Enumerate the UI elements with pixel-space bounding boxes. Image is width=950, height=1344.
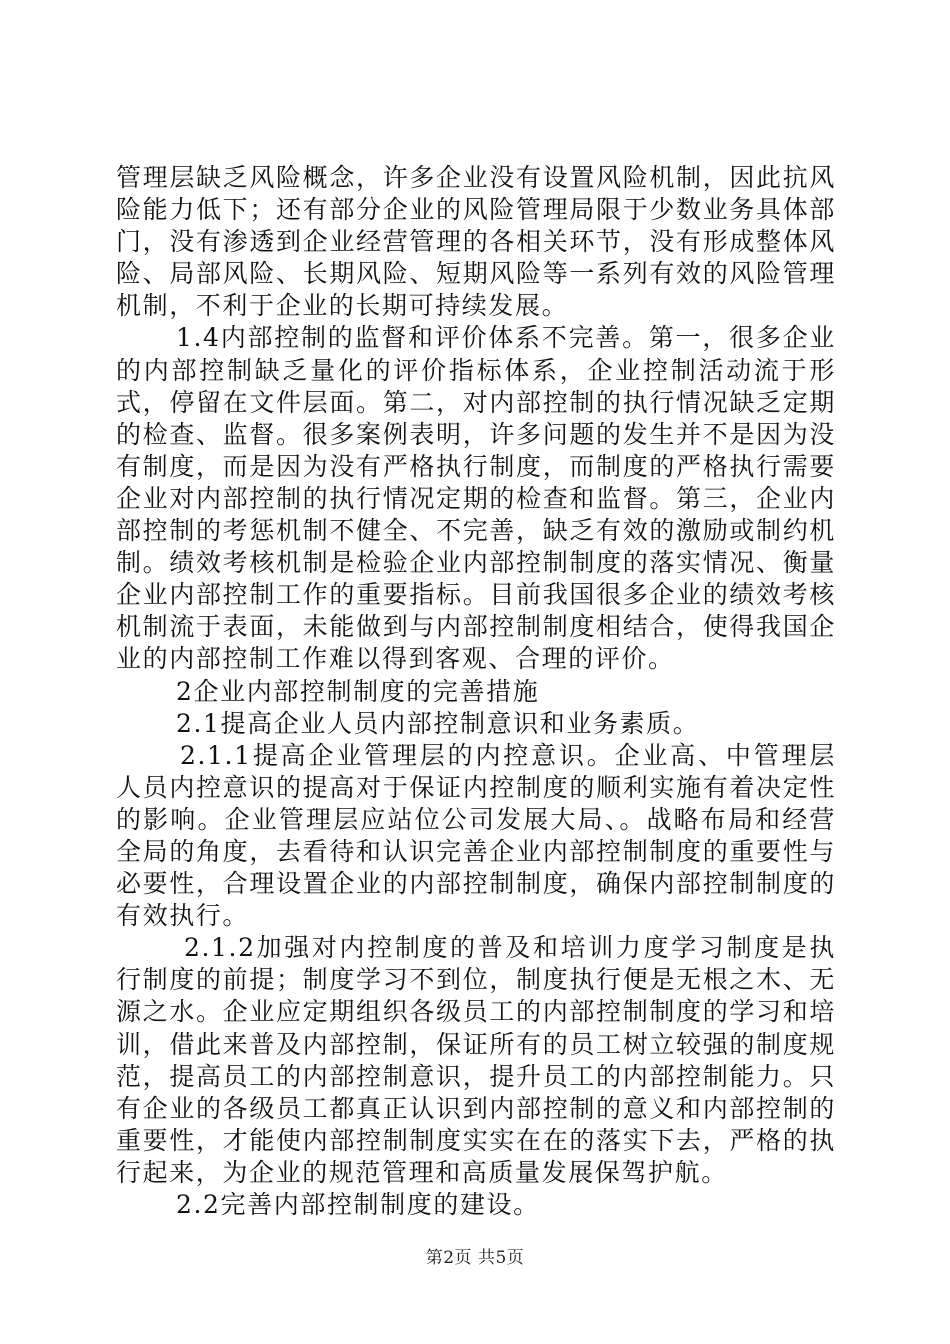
paragraph-2-1-2-training: 2.1.2加强对内控制度的普及和培训力度学习制度是执行制度的前提；制度学习不到位，制度执行便是无根之木、无源之水。企业应定期组织各级员工的内部控制制度的学习和培训，借此来普及内部控制，保证所有的员工树立较强的制度规范，提高员工的内部控制意识，提升员工的内部控制能力。只有企业的各级员工都真正认识到内部控制的意义和内部控制的重要性，才能使内部控制制度实实在在的落实下去，严格的执行起来，为企业的规范管理和高质量发展保驾护航。 — [116, 933, 836, 1187]
paragraph-risk-management: 管理层缺乏风险概念，许多企业没有设置风险机制，因此抗风险能力低下；还有部分企业的风险管理局限于少数业务具体部门，没有渗透到企业经营管理的各相关环节，没有形成整体风险、局部风险、长期风险、短期风险等一系列有效的风险管理机制，不利于企业的长期可持续发展。 — [116, 163, 836, 321]
paragraph-1-4-supervision: 1.4内部控制的监督和评价体系不完善。第一，很多企业的内部控制缺乏量化的评价指标体系，企业控制活动流于形式，停留在文件层面。第二，对内部控制的执行情况缺乏定期的检查、监督。很多案例表明，许多问题的发生并不是因为没有制度，而是因为没有严格执行制度，而制度的严格执行需要企业对内部控制的执行情况定期的检查和监督。第三，企业内部控制的考惩机制不健全、不完善，缺乏有效的激励或制约机制。绩效考核机制是检验企业内部控制制度的落实情况、衡量企业内部控制工作的重要指标。目前我国很多企业的绩效考核机制流于表面，未能做到与内部控制制度相结合，使得我国企业的内部控制工作难以得到客观、合理的评价。 — [116, 323, 836, 674]
document-body — [116, 162, 836, 1221]
paragraph-2-1-1-management-awareness: 2.1.1提高企业管理层的内控意识。企业高、中管理层人员内控意识的提高对于保证内控制度的顺利实施有着决定性的影响。企业管理层应站位公司发展大局、。战略布局和经营全局的角度，去看待和认识完善企业内部控制制度的重要性与必要性，合理设置企业的内部控制制度，确保内部控制制度的有效执行。 — [116, 740, 836, 931]
heading-2-2-system-building: 2.2完善内部控制制度的建设。 — [176, 1190, 540, 1219]
heading-2-improvement-measures: 2企业内部控制制度的完善措施 — [176, 676, 540, 706]
heading-2-1-awareness: 2.1提高企业人员内部控制意识和业务素质。 — [176, 708, 700, 738]
page-number-footer: 第2页 共5页 — [425, 1248, 525, 1268]
